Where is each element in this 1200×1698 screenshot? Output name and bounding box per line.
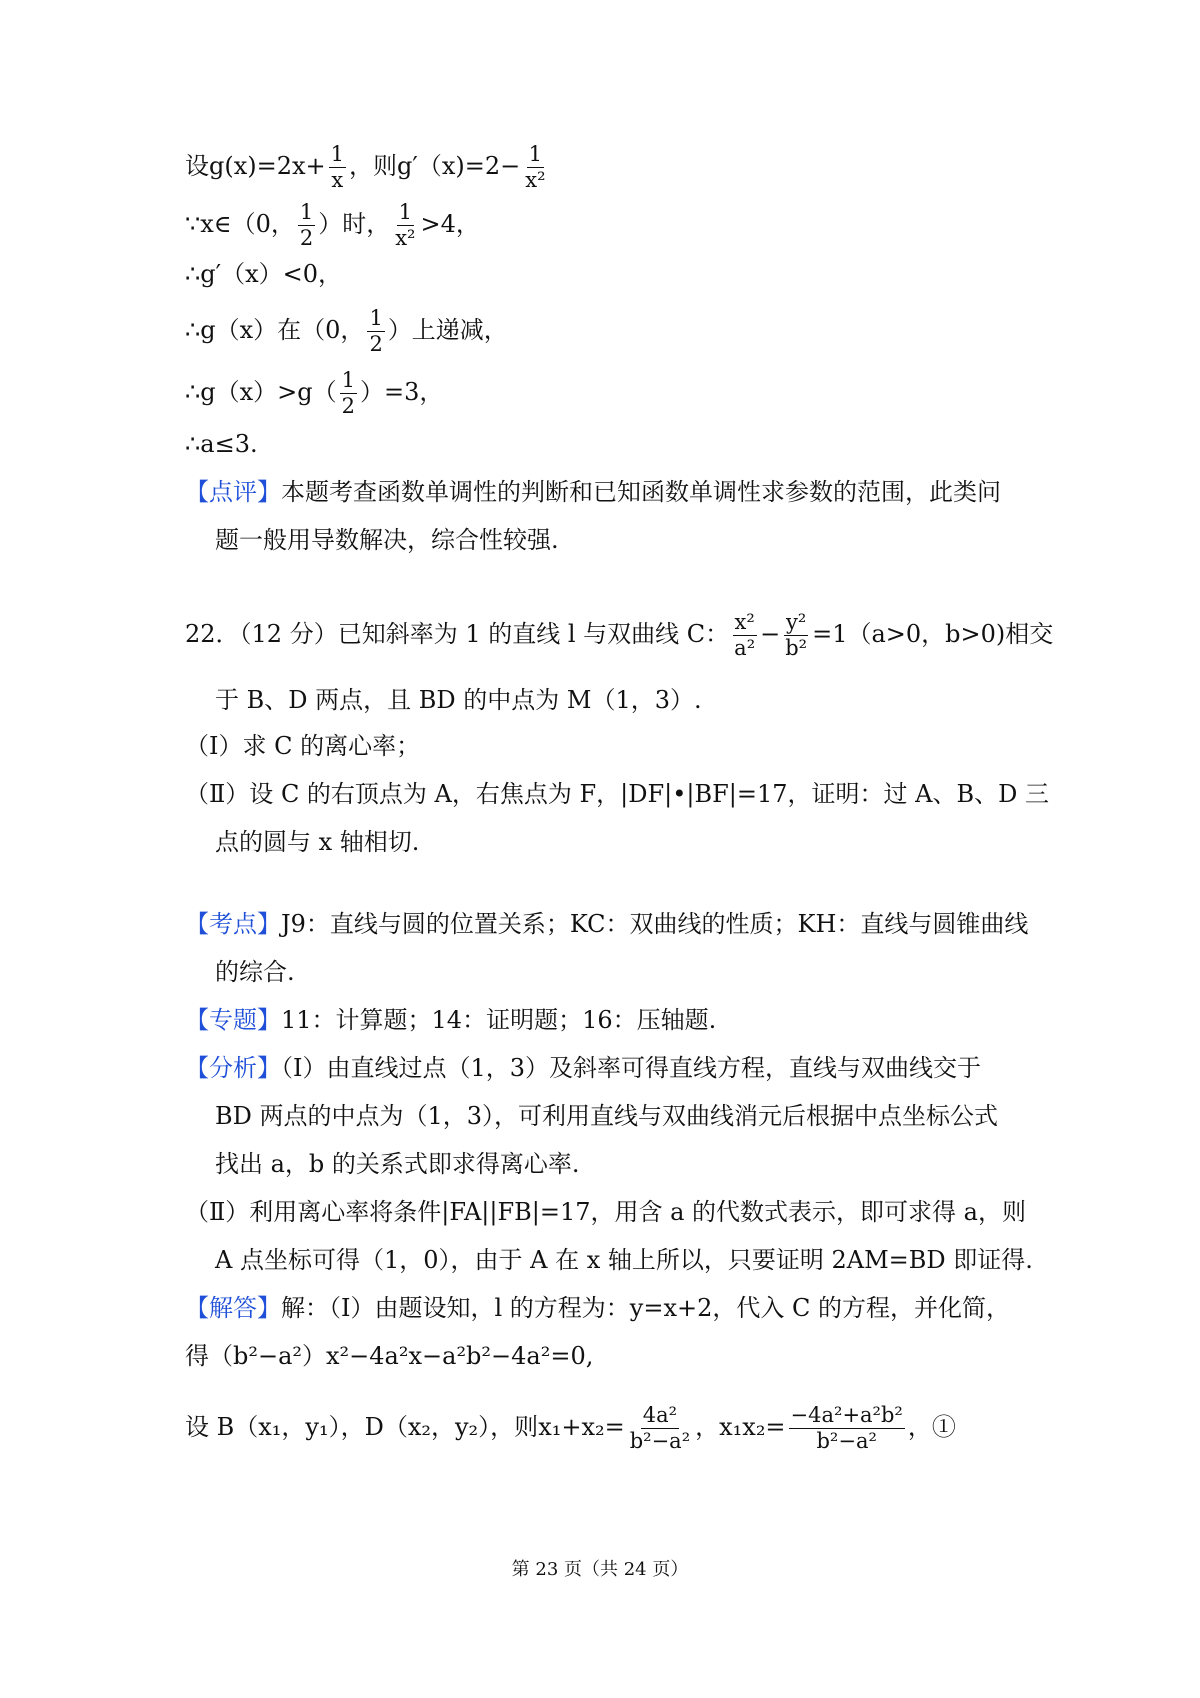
- solution-line-1: 【解答】解：（Ⅰ）由题设知，l 的方程为：y=x+2，代入 C 的方程，并化简，: [185, 1294, 1010, 1322]
- fraction-half: $\frac{1}{2}$: [341, 368, 356, 418]
- topic-line: 【专题】11：计算题；14：证明题；16：压轴题.: [185, 1006, 717, 1034]
- analysis-line-1: 【分析】（Ⅰ）由直线过点（1，3）及斜率可得直线方程，直线与双曲线交于: [185, 1054, 982, 1082]
- fraction-half: $\frac{1}{2}$: [299, 200, 314, 250]
- fraction-sum-roots: $\frac{\text{4a²}}{\text{b²−a²}}$: [629, 1403, 691, 1453]
- topic-tag: 【专题】: [185, 1006, 281, 1034]
- fraction-product-roots: $\frac{\text{−4a²+a²b²}}{\text{b²−a²}}$: [790, 1403, 903, 1453]
- comment-line-1: 【点评】本题考查函数单调性的判断和已知函数单调性求参数的范围，此类问: [185, 478, 1001, 506]
- fraction-1-over-x2: $\frac{1}{\text{x²}}$: [525, 142, 546, 192]
- page-footer: 第 23 页（共 24 页）: [511, 1559, 689, 1580]
- comment-line-2: 题一般用导数解决，综合性较强.: [215, 526, 559, 554]
- solution-tag: 【解答】: [185, 1294, 281, 1322]
- analysis-line-5: A 点坐标可得（1，0），由于 A 在 x 轴上所以，只要证明 2AM=BD 即证得.: [215, 1246, 1033, 1274]
- g-definition-line: [185, 142, 551, 193]
- derivative-negative-line: ∴g′（x）<0，: [185, 260, 342, 288]
- vieta-line: 设 B（x₁，y₁），D（x₂，y₂），则x₁+x₂= $\frac{\text{4a²}}{\text{b²−a²}}$ ，x₁x₂= $\frac{\text{−4a²+a²b²}}{\text{b²−a²}}$ ，①: [185, 1403, 956, 1453]
- question-22-part-1: （Ⅰ）求 C 的离心率；: [185, 732, 421, 760]
- solution-line-2: 得（b²−a²）x²−4a²x−a²b²−4a²=0,: [185, 1342, 594, 1370]
- comment-tag: 【点评】: [185, 478, 281, 506]
- analysis-line-2: BD 两点的中点为（1，3），可利用直线与双曲线消元后根据中点坐标公式: [215, 1102, 999, 1130]
- text: 设g(x)=2x+: [185, 152, 326, 180]
- fraction-y2-over-b2: $\frac{\text{y²}}{\text{b²}}$: [785, 610, 808, 660]
- interval-line: ∵x∈（0， $\frac{1}{2}$ ）时， $\frac{1}{\text{x²}}$ >4，: [185, 200, 480, 250]
- fraction-x2-over-a2: $\frac{\text{x²}}{\text{a²}}$: [734, 610, 756, 660]
- decreasing-line: ∴g（x）在（0， $\frac{1}{2}$ ）上递减，: [185, 306, 508, 356]
- conclusion-line: ∴a≤3.: [185, 430, 258, 458]
- question-22-part-2-line-2: 点的圆与 x 轴相切.: [215, 828, 420, 856]
- question-22-line-2: 于 B、D 两点，且 BD 的中点为 M（1，3）.: [215, 686, 702, 714]
- knowledge-point-line-2: 的综合.: [215, 958, 295, 986]
- knowledge-point-tag: 【考点】: [185, 910, 281, 938]
- text: ，则g′（x)=2−: [349, 152, 521, 180]
- g-greater-line: ∴g（x）>g（ $\frac{1}{2}$ ）=3，: [185, 368, 444, 418]
- fraction-1-over-x: $\frac{1}{x}$: [330, 142, 345, 192]
- knowledge-point-line-1: 【考点】J9：直线与圆的位置关系；KC：双曲线的性质；KH：直线与圆锥曲线: [185, 910, 1029, 938]
- fraction-half: $\frac{1}{2}$: [369, 306, 383, 356]
- analysis-line-4: （Ⅱ）利用离心率将条件|FA||FB|=17，用含 a 的代数式表示，即可求得 a，则: [185, 1198, 1026, 1226]
- question-22-line-1: 22．（12 分）已知斜率为 1 的直线 l 与双曲线 C： $\frac{\text{x²}}{\text{a²}}$ − $\frac{\text{y²}}{\text{b²}}$ =1（a>0，b>0)相交: [185, 610, 1054, 660]
- question-22-part-2-line-1: （Ⅱ）设 C 的右顶点为 A，右焦点为 F，|DF|•|BF|=17，证明：过 A、B、D 三: [185, 780, 1049, 808]
- analysis-line-3: 找出 a，b 的关系式即求得离心率.: [215, 1150, 580, 1178]
- analysis-tag: 【分析】: [185, 1054, 281, 1082]
- fraction-1-over-x2: $\frac{1}{\text{x²}}$: [395, 200, 416, 250]
